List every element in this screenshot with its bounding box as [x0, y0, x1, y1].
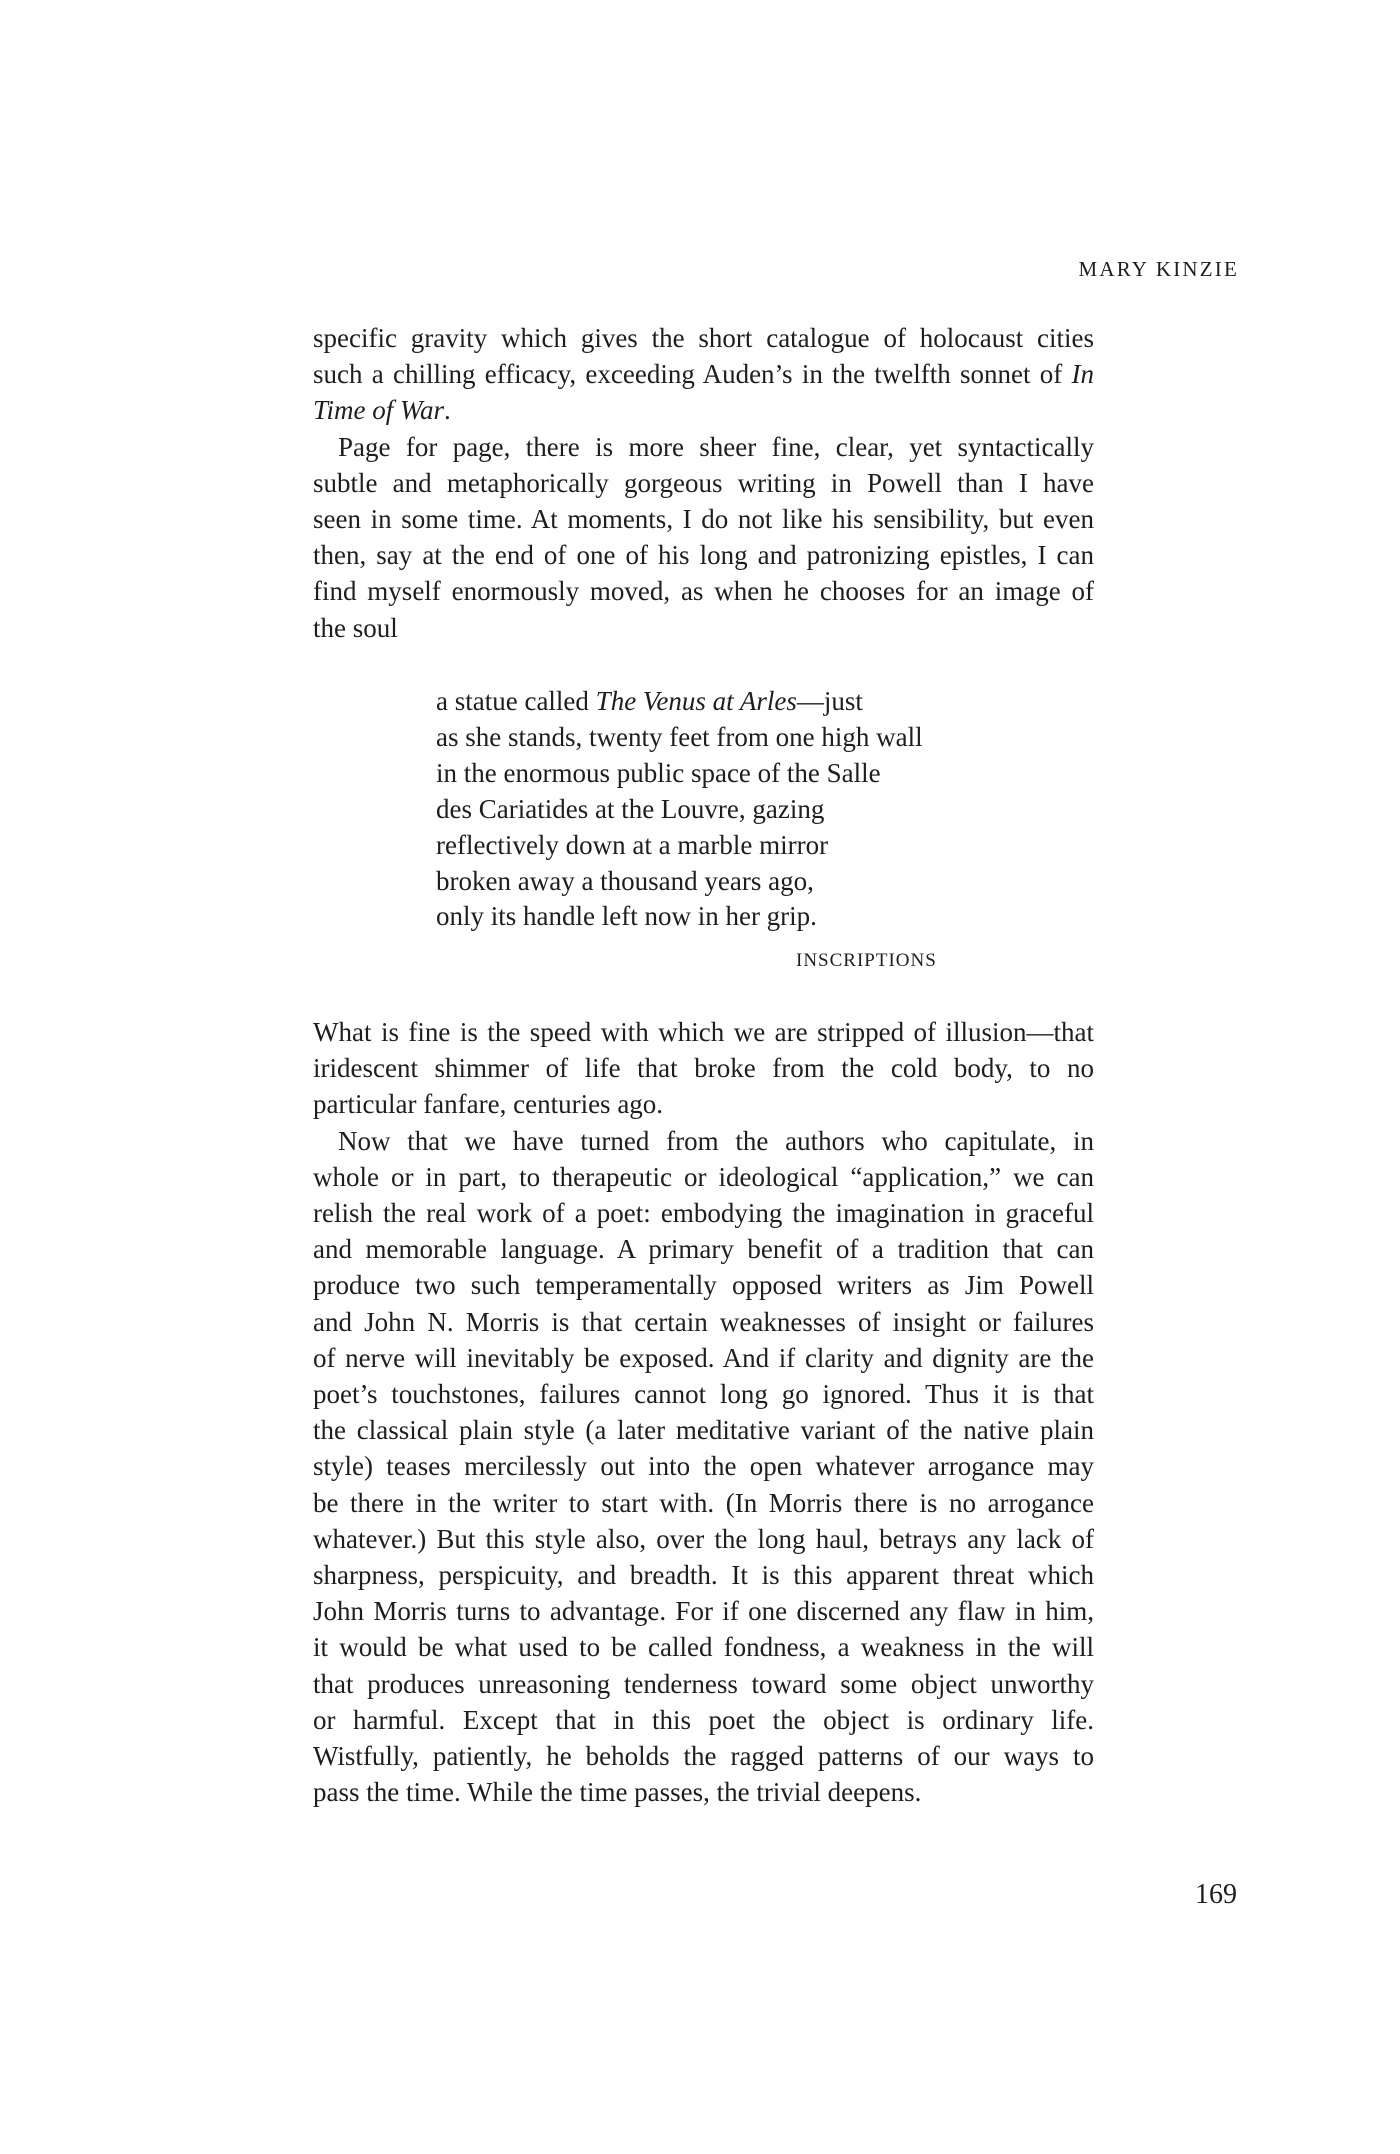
italic-title-segment: Time of War: [313, 395, 445, 426]
text-segment: such a chilling efficacy, exceeding Auden’s in the twelfth sonnet of: [313, 359, 1072, 390]
poem-line: only its handle left now in her grip.: [436, 901, 817, 932]
quote-source: INSCRIPTIONS: [796, 950, 937, 971]
text-block-before-quote: [313, 320, 1094, 646]
text-line: the classical plain style (a later meditative variant of the native plain: [313, 1415, 1094, 1446]
text-line: [313, 356, 1094, 392]
text-line: produce two such temperamentally opposed writers as Jim Powell: [313, 1270, 1094, 1301]
page-number: 169: [1195, 1879, 1237, 1910]
text-line: whole or in part, to therapeutic or ideological “application,” we can: [313, 1161, 1094, 1192]
poem-line: des Cariatides at the Louvre, gazing: [436, 793, 825, 824]
text-line: style) teases mercilessly out into the open whatever arrogance may: [313, 1451, 1094, 1482]
text-line: then, say at the end of one of his long and patronizing epistles, I can: [313, 540, 1094, 571]
text-line: and John N. Morris is that certain weaknesses of insight or failures: [313, 1306, 1094, 1337]
text-segment: a statue called: [436, 686, 596, 716]
poem-line: in the enormous public space of the Salle: [436, 757, 881, 788]
paragraph: [313, 320, 1094, 429]
text-line: be there in the writer to start with. (In Morris there is no arrogance: [313, 1487, 1094, 1518]
text-line: and memorable language. A primary benefit of a tradition that can: [313, 1234, 1094, 1265]
poem-line: [436, 684, 923, 720]
italic-title-segment: The Venus at Arles: [595, 686, 797, 716]
text-line: [313, 392, 1094, 428]
text-line: iridescent shimmer of life that broke from the cold body, to no: [313, 1053, 1094, 1084]
text-line: sharpness, perspicuity, and breadth. It is this apparent threat which: [313, 1560, 1094, 1591]
text-line: John Morris turns to advantage. For if one discerned any flaw in him,: [313, 1596, 1094, 1627]
poem-line: as she stands, twenty feet from one high wall: [436, 721, 923, 752]
text-line: that produces unreasoning tenderness toward some object unworthy: [313, 1668, 1094, 1699]
text-line: find myself enormously moved, as when he chooses for an image of: [313, 576, 1094, 607]
text-line: specific gravity which gives the short catalogue of holocaust cities: [313, 323, 1094, 353]
italic-title-segment: In: [1071, 359, 1094, 390]
text-line: pass the time. While the time passes, the trivial deepens.: [313, 1777, 922, 1808]
text-line: What is fine is the speed with which we are stripped of illusion—that: [313, 1017, 1094, 1047]
paragraph: [313, 1014, 1094, 1123]
text-line: seen in some time. At moments, I do not like his sensibility, but even: [313, 504, 1094, 535]
poem-line: broken away a thousand years ago,: [436, 865, 814, 896]
text-line: of nerve will inevitably be exposed. And if clarity and dignity are the: [313, 1342, 1094, 1373]
running-head: MARY KINZIE: [1078, 257, 1239, 281]
text-block-after-quote: [313, 1014, 1094, 1810]
text-line: poet’s touchstones, failures cannot long go ignored. Thus it is that: [313, 1379, 1094, 1410]
paragraph: [313, 1123, 1094, 1811]
text-line: or harmful. Except that in this poet the object is ordinary life.: [313, 1704, 1094, 1735]
text-segment: —just: [796, 686, 863, 716]
text-line: Page for page, there is more sheer fine, clear, yet syntactically: [338, 431, 1094, 462]
text-line: whatever.) But this style also, over the long haul, betrays any lack of: [313, 1523, 1094, 1554]
block-quote: [436, 684, 923, 935]
text-line: Wistfully, patiently, he beholds the ragged patterns of our ways to: [313, 1741, 1094, 1772]
text-line: Now that we have turned from the authors who capitulate, in: [338, 1125, 1094, 1156]
text-line: particular fanfare, centuries ago.: [313, 1089, 664, 1120]
paragraph: [313, 429, 1094, 646]
poem-line: reflectively down at a marble mirror: [436, 829, 829, 860]
text-segment: .: [444, 395, 451, 426]
text-line: the soul: [313, 612, 398, 643]
text-line: it would be what used to be called fondness, a weakness in the will: [313, 1632, 1094, 1663]
text-line: subtle and metaphorically gorgeous writing in Powell than I have: [313, 467, 1094, 498]
text-line: relish the real work of a poet: embodying the imagination in graceful: [313, 1198, 1094, 1229]
